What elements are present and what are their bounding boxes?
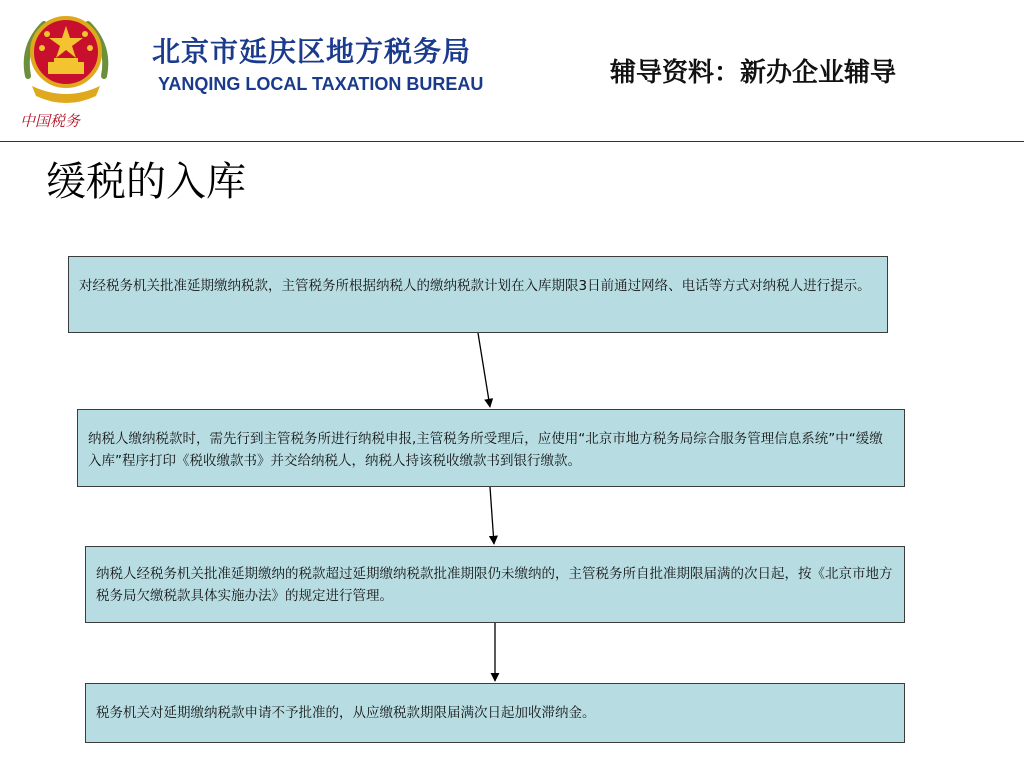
flow-arrow-2	[490, 487, 494, 544]
guide-subtitle: 辅导资料：新办企业辅导	[610, 58, 897, 88]
flow-step-1	[68, 256, 888, 333]
flow-step-2	[77, 409, 905, 487]
flow-step-4-text: 税务机关对延期缴纳税款申请不予批准的，从应缴税款期限届满次日起加收滞纳金。	[96, 705, 596, 721]
bureau-name-chinese: 北京市延庆区地方税务局	[152, 35, 472, 68]
bureau-name-english: YANQING LOCAL TAXATION BUREAU	[158, 74, 484, 94]
flow-step-2-text: 纳税人缴纳税款时，需先行到主管税务所进行纳税申报,主管税务所受理后，应使用“北京市地方税务局综合服务管理信息系统”中“缓缴入库”程序打印《税收缴款书》并交给纳税人，纳税人持该税收缴款书到银行缴款。	[88, 431, 883, 469]
svg-text:中国税务: 中国税务	[20, 112, 81, 130]
flow-step-1-text: 对经税务机关批准延期缴纳税款，主管税务所根据纳税人的缴纳税款计划在入库期限3日前通过网络、电话等方式对纳税人进行提示。	[79, 278, 871, 294]
flow-arrow-1	[478, 333, 490, 407]
page-title: 缓税的入库	[46, 159, 246, 205]
flow-step-3	[85, 546, 905, 623]
flow-step-4	[85, 683, 905, 743]
flow-step-3-text: 纳税人经税务机关批准延期缴纳的税款超过延期缴纳税款批准期限仍未缴纳的，主管税务所自批准期限届满的次日起，按《北京市地方税务局欠缴税款具体实施办法》的规定进行管理。	[96, 566, 893, 604]
